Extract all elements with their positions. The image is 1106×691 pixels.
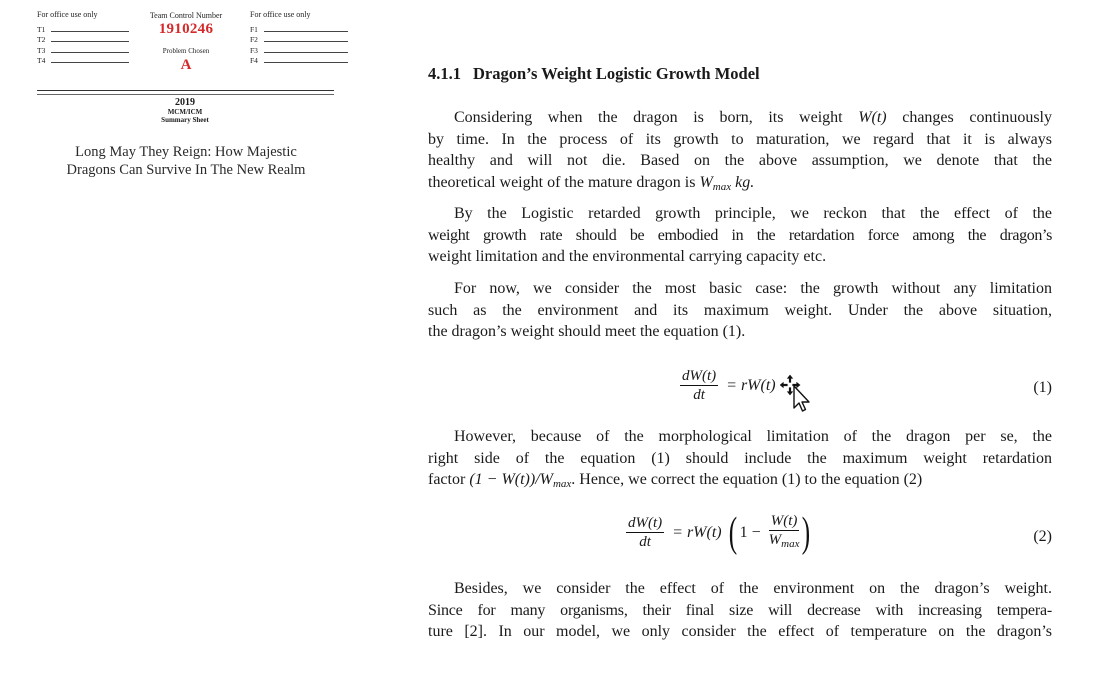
equation-1 bbox=[428, 367, 1052, 413]
slot-line bbox=[264, 41, 348, 42]
text-run: . Hence, we correct the equation (1) to the equation (2) bbox=[571, 471, 923, 489]
paper-title-line-2: Dragons Can Survive In The New Realm bbox=[66, 162, 306, 178]
fraction-numerator: W(t) bbox=[770, 513, 798, 529]
text-line: weight growth rate should be embodied in the retardation force among the dragon’s bbox=[428, 226, 1052, 244]
text-line: by time. In the process of its growth to maturation, we regard that it is always bbox=[428, 130, 1052, 148]
equation-rhs: = rW(t) bbox=[726, 377, 776, 394]
text-run: changes continuously bbox=[886, 109, 1052, 126]
text-line bbox=[428, 469, 1052, 496]
slot-t3 bbox=[37, 44, 133, 55]
team-control-label: Team Control Number bbox=[149, 11, 223, 20]
sheet-name: Summary Sheet bbox=[161, 116, 209, 124]
text-line: However, because of the morphological limitation of the dragon per se, the bbox=[454, 428, 1052, 445]
text-line: right side of the equation (1) should include the maximum weight retardation bbox=[428, 449, 1052, 467]
slot-f4 bbox=[250, 55, 350, 66]
slot-t4 bbox=[37, 55, 133, 66]
team-control-number: 1910246 bbox=[158, 21, 214, 37]
move-cursor-icon bbox=[780, 374, 810, 417]
contest-org: MCM/ICM bbox=[167, 108, 203, 116]
math-subscript: max bbox=[552, 478, 572, 491]
fraction-numerator: dW(t) bbox=[682, 368, 717, 384]
slot-label: F3 bbox=[250, 45, 258, 55]
slot-line bbox=[51, 41, 129, 42]
paper-title bbox=[50, 143, 322, 179]
text-line bbox=[428, 107, 1052, 129]
text-line: Since for many organisms, their final size will decrease with increasing tempera- bbox=[428, 601, 1052, 619]
text-line: For now, we consider the most basic case: the growth without any limitation bbox=[454, 280, 1052, 297]
left-paren: ( bbox=[728, 510, 737, 556]
slot-f2 bbox=[250, 34, 350, 45]
text-line: Besides, we consider the effect of the environment on the dragon’s weight. bbox=[454, 580, 1052, 597]
slot-line bbox=[264, 31, 348, 32]
equation-number: (1) bbox=[1033, 379, 1052, 396]
paragraph-3 bbox=[428, 278, 1052, 343]
equation-number: (2) bbox=[1033, 528, 1052, 545]
math-inline: W(t) bbox=[858, 109, 887, 126]
slot-line bbox=[264, 52, 348, 53]
equation-2-body bbox=[626, 512, 813, 554]
paragraph-5 bbox=[428, 578, 1052, 643]
equation-2 bbox=[428, 512, 1052, 568]
contest-year: 2019 bbox=[175, 97, 195, 108]
paragraph-2 bbox=[428, 203, 1052, 268]
fraction-denominator: dt bbox=[626, 532, 664, 552]
math-unit: kg. bbox=[731, 173, 755, 191]
slot-label: T2 bbox=[37, 35, 46, 44]
fraction bbox=[769, 512, 800, 554]
problem-chosen-label: Problem Chosen bbox=[162, 47, 210, 55]
office-use-left-header: For office use only bbox=[37, 10, 98, 19]
slot-line bbox=[51, 52, 129, 53]
text-run: factor bbox=[428, 471, 470, 489]
section-number: 4.1.1 bbox=[428, 64, 461, 83]
text-line: such as the environment and its maximum weight. Under the above situation, bbox=[428, 301, 1052, 319]
paper-title-line-1: Long May They Reign: How Majestic bbox=[75, 144, 297, 160]
contest-info bbox=[30, 97, 340, 124]
text-line: healthy and will not die. Based on the above assumption, we denote that the bbox=[428, 152, 1052, 170]
text-line: the dragon’s weight should meet the equation (1). bbox=[428, 323, 746, 341]
math-inline: (1 − W(t))/W bbox=[469, 471, 553, 489]
equation-1-body bbox=[680, 367, 776, 405]
math-subscript: max bbox=[781, 538, 800, 550]
math-inline: W bbox=[699, 173, 713, 191]
fraction-denominator: dt bbox=[680, 385, 718, 405]
header-rule-top bbox=[37, 90, 334, 91]
text-line bbox=[428, 172, 1052, 199]
fraction bbox=[680, 367, 718, 405]
section-heading bbox=[428, 64, 760, 84]
fraction bbox=[626, 514, 664, 552]
slot-f3 bbox=[250, 44, 350, 55]
header-rule-bottom bbox=[37, 94, 334, 95]
equation-term: 1 − bbox=[739, 524, 761, 541]
team-info bbox=[136, 10, 236, 74]
problem-chosen-letter: A bbox=[180, 57, 192, 73]
slot-label: T4 bbox=[37, 56, 46, 65]
text-line: weight limitation and the environmental carrying capacity etc. bbox=[428, 248, 827, 266]
slot-t2 bbox=[37, 34, 133, 45]
slot-label: F4 bbox=[250, 56, 258, 65]
office-use-left bbox=[37, 10, 133, 65]
slot-label: T1 bbox=[37, 24, 46, 34]
equation-rhs: = rW(t) bbox=[672, 524, 722, 541]
right-paren: ) bbox=[802, 510, 811, 556]
paragraph-1 bbox=[428, 107, 1052, 198]
slot-line bbox=[264, 62, 348, 63]
slot-label: T3 bbox=[37, 45, 46, 55]
slot-label: F1 bbox=[250, 24, 258, 34]
fraction-denominator bbox=[769, 530, 800, 554]
text-line: By the Logistic retarded growth principle, we reckon that the effect of the bbox=[454, 205, 1052, 222]
slot-t1 bbox=[37, 23, 133, 34]
section-title: Dragon’s Weight Logistic Growth Model bbox=[473, 64, 760, 83]
office-use-right bbox=[250, 10, 350, 65]
text-line: ture [2]. In our model, we only consider the effect of temperature on the dragon’s bbox=[428, 623, 1052, 641]
math-subscript: max bbox=[712, 180, 732, 193]
denominator-base: W bbox=[768, 532, 782, 548]
slot-line bbox=[51, 31, 129, 32]
slot-label: F2 bbox=[250, 35, 258, 44]
fraction-numerator: dW(t) bbox=[628, 515, 663, 531]
slot-line bbox=[51, 62, 129, 63]
text-run: Considering when the dragon is born, its weight bbox=[454, 109, 859, 126]
paragraph-4 bbox=[428, 426, 1052, 496]
slot-f1 bbox=[250, 23, 350, 34]
office-use-right-header: For office use only bbox=[250, 10, 311, 19]
text-run: theoretical weight of the mature dragon is bbox=[428, 173, 700, 191]
